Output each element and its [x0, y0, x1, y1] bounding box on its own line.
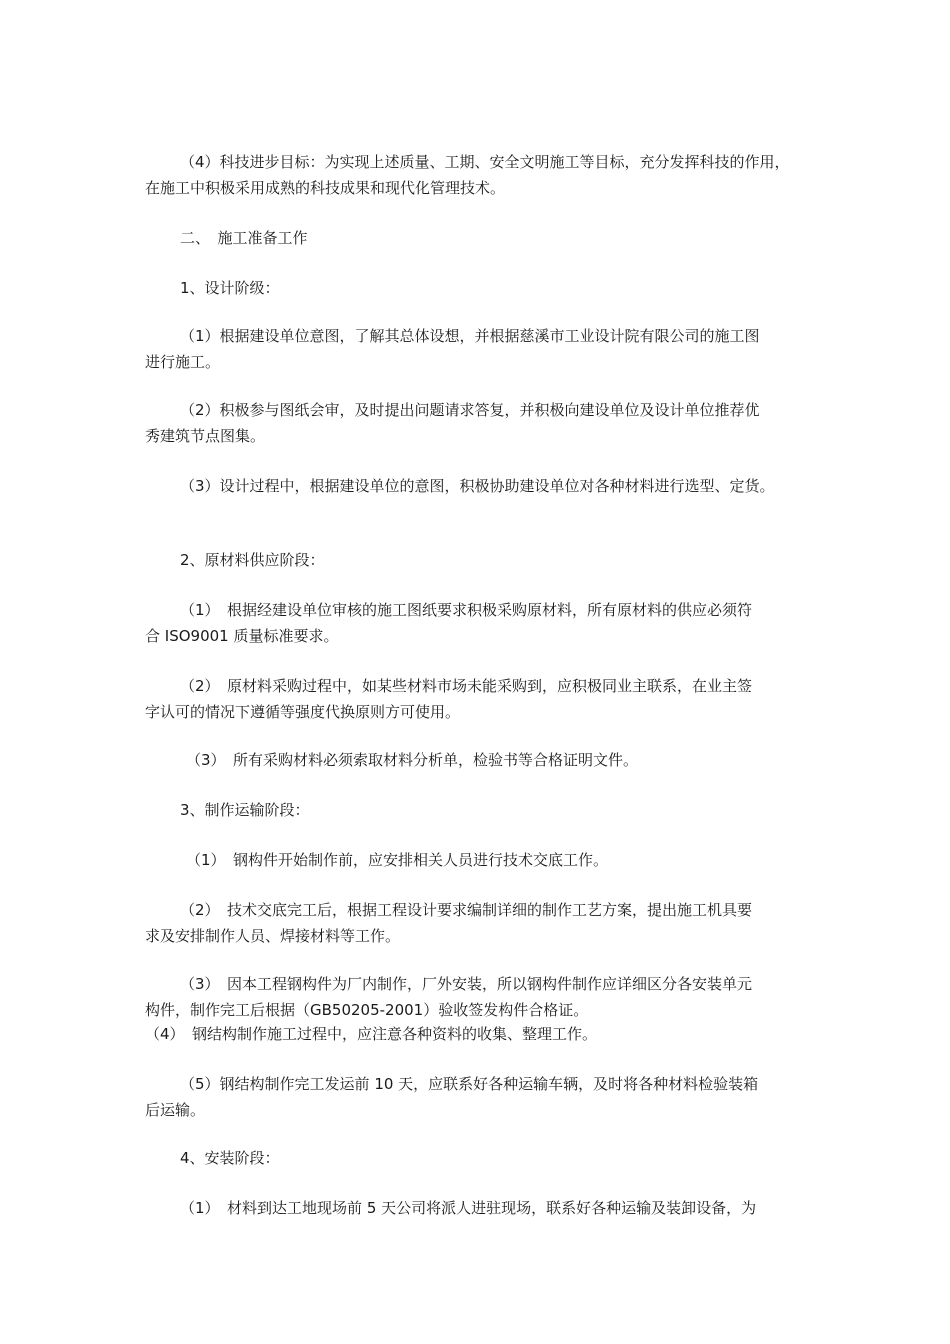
paragraph-line: （2）积极参与图纸会审，及时提出问题请求答复，并积极向建设单位及设计单位推荐优 — [180, 401, 760, 419]
paragraph-line: （1） 钢构件开始制作前，应安排相关人员进行技术交底工作。 — [186, 851, 609, 869]
paragraph-line: （3） 因本工程钢构件为厂内制作，厂外安装，所以钢构件制作应详细区分各安装单元 — [180, 975, 753, 993]
section-heading: 二、 施工准备工作 — [180, 229, 308, 247]
subsection-heading: 2、原材料供应阶段： — [180, 551, 325, 569]
paragraph-line: 在施工中积极采用成熟的科技成果和现代化管理技术。 — [145, 179, 506, 197]
paragraph-line: （4）科技进步目标：为实现上述质量、工期、安全文明施工等目标，充分发挥科技的作用， — [180, 153, 790, 171]
paragraph-line: 合 ISO9001 质量标准要求。 — [145, 627, 339, 645]
paragraph-line: 秀建筑节点图集。 — [145, 427, 266, 445]
paragraph-line: 进行施工。 — [145, 353, 221, 371]
paragraph-line: （1） 根据经建设单位审核的施工图纸要求积极采购原材料，所有原材料的供应必须符 — [180, 601, 753, 619]
paragraph-line: 后运输。 — [145, 1101, 206, 1119]
subsection-heading: 4、安装阶段： — [180, 1149, 280, 1167]
paragraph-line: （4） 钢结构制作施工过程中，应注意各种资料的收集、整理工作。 — [145, 1025, 598, 1043]
subsection-heading: 3、制作运输阶段： — [180, 801, 310, 819]
paragraph-line: （3） 所有采购材料必须索取材料分析单，检验书等合格证明文件。 — [186, 751, 639, 769]
paragraph-line: （5）钢结构制作完工发运前 10 天，应联系好各种运输车辆，及时将各种材料检验装箱 — [180, 1075, 759, 1093]
paragraph-line: （2） 原材料采购过程中，如某些材料市场未能采购到，应积极同业主联系，在业主签 — [180, 677, 753, 695]
paragraph-line: （2） 技术交底完工后，根据工程设计要求编制详细的制作工艺方案，提出施工机具要 — [180, 901, 753, 919]
paragraph-line: 构件，制作完工后根据（GB50205-2001）验收签发构件合格证。 — [145, 1001, 589, 1019]
paragraph-line: （1）根据建设单位意图，了解其总体设想，并根据慈溪市工业设计院有限公司的施工图 — [180, 327, 760, 345]
paragraph-line: （3）设计过程中，根据建设单位的意图，积极协助建设单位对各种材料进行选型、定货。 — [180, 477, 775, 495]
paragraph-line: 求及安排制作人员、焊接材料等工作。 — [145, 927, 401, 945]
paragraph-line: （1） 材料到达工地现场前 5 天公司将派人进驻现场，联系好各种运输及装卸设备，为 — [180, 1199, 757, 1217]
paragraph-line: 字认可的情况下遵循等强度代换原则方可使用。 — [145, 703, 461, 721]
subsection-heading: 1、设计阶级： — [180, 279, 280, 297]
